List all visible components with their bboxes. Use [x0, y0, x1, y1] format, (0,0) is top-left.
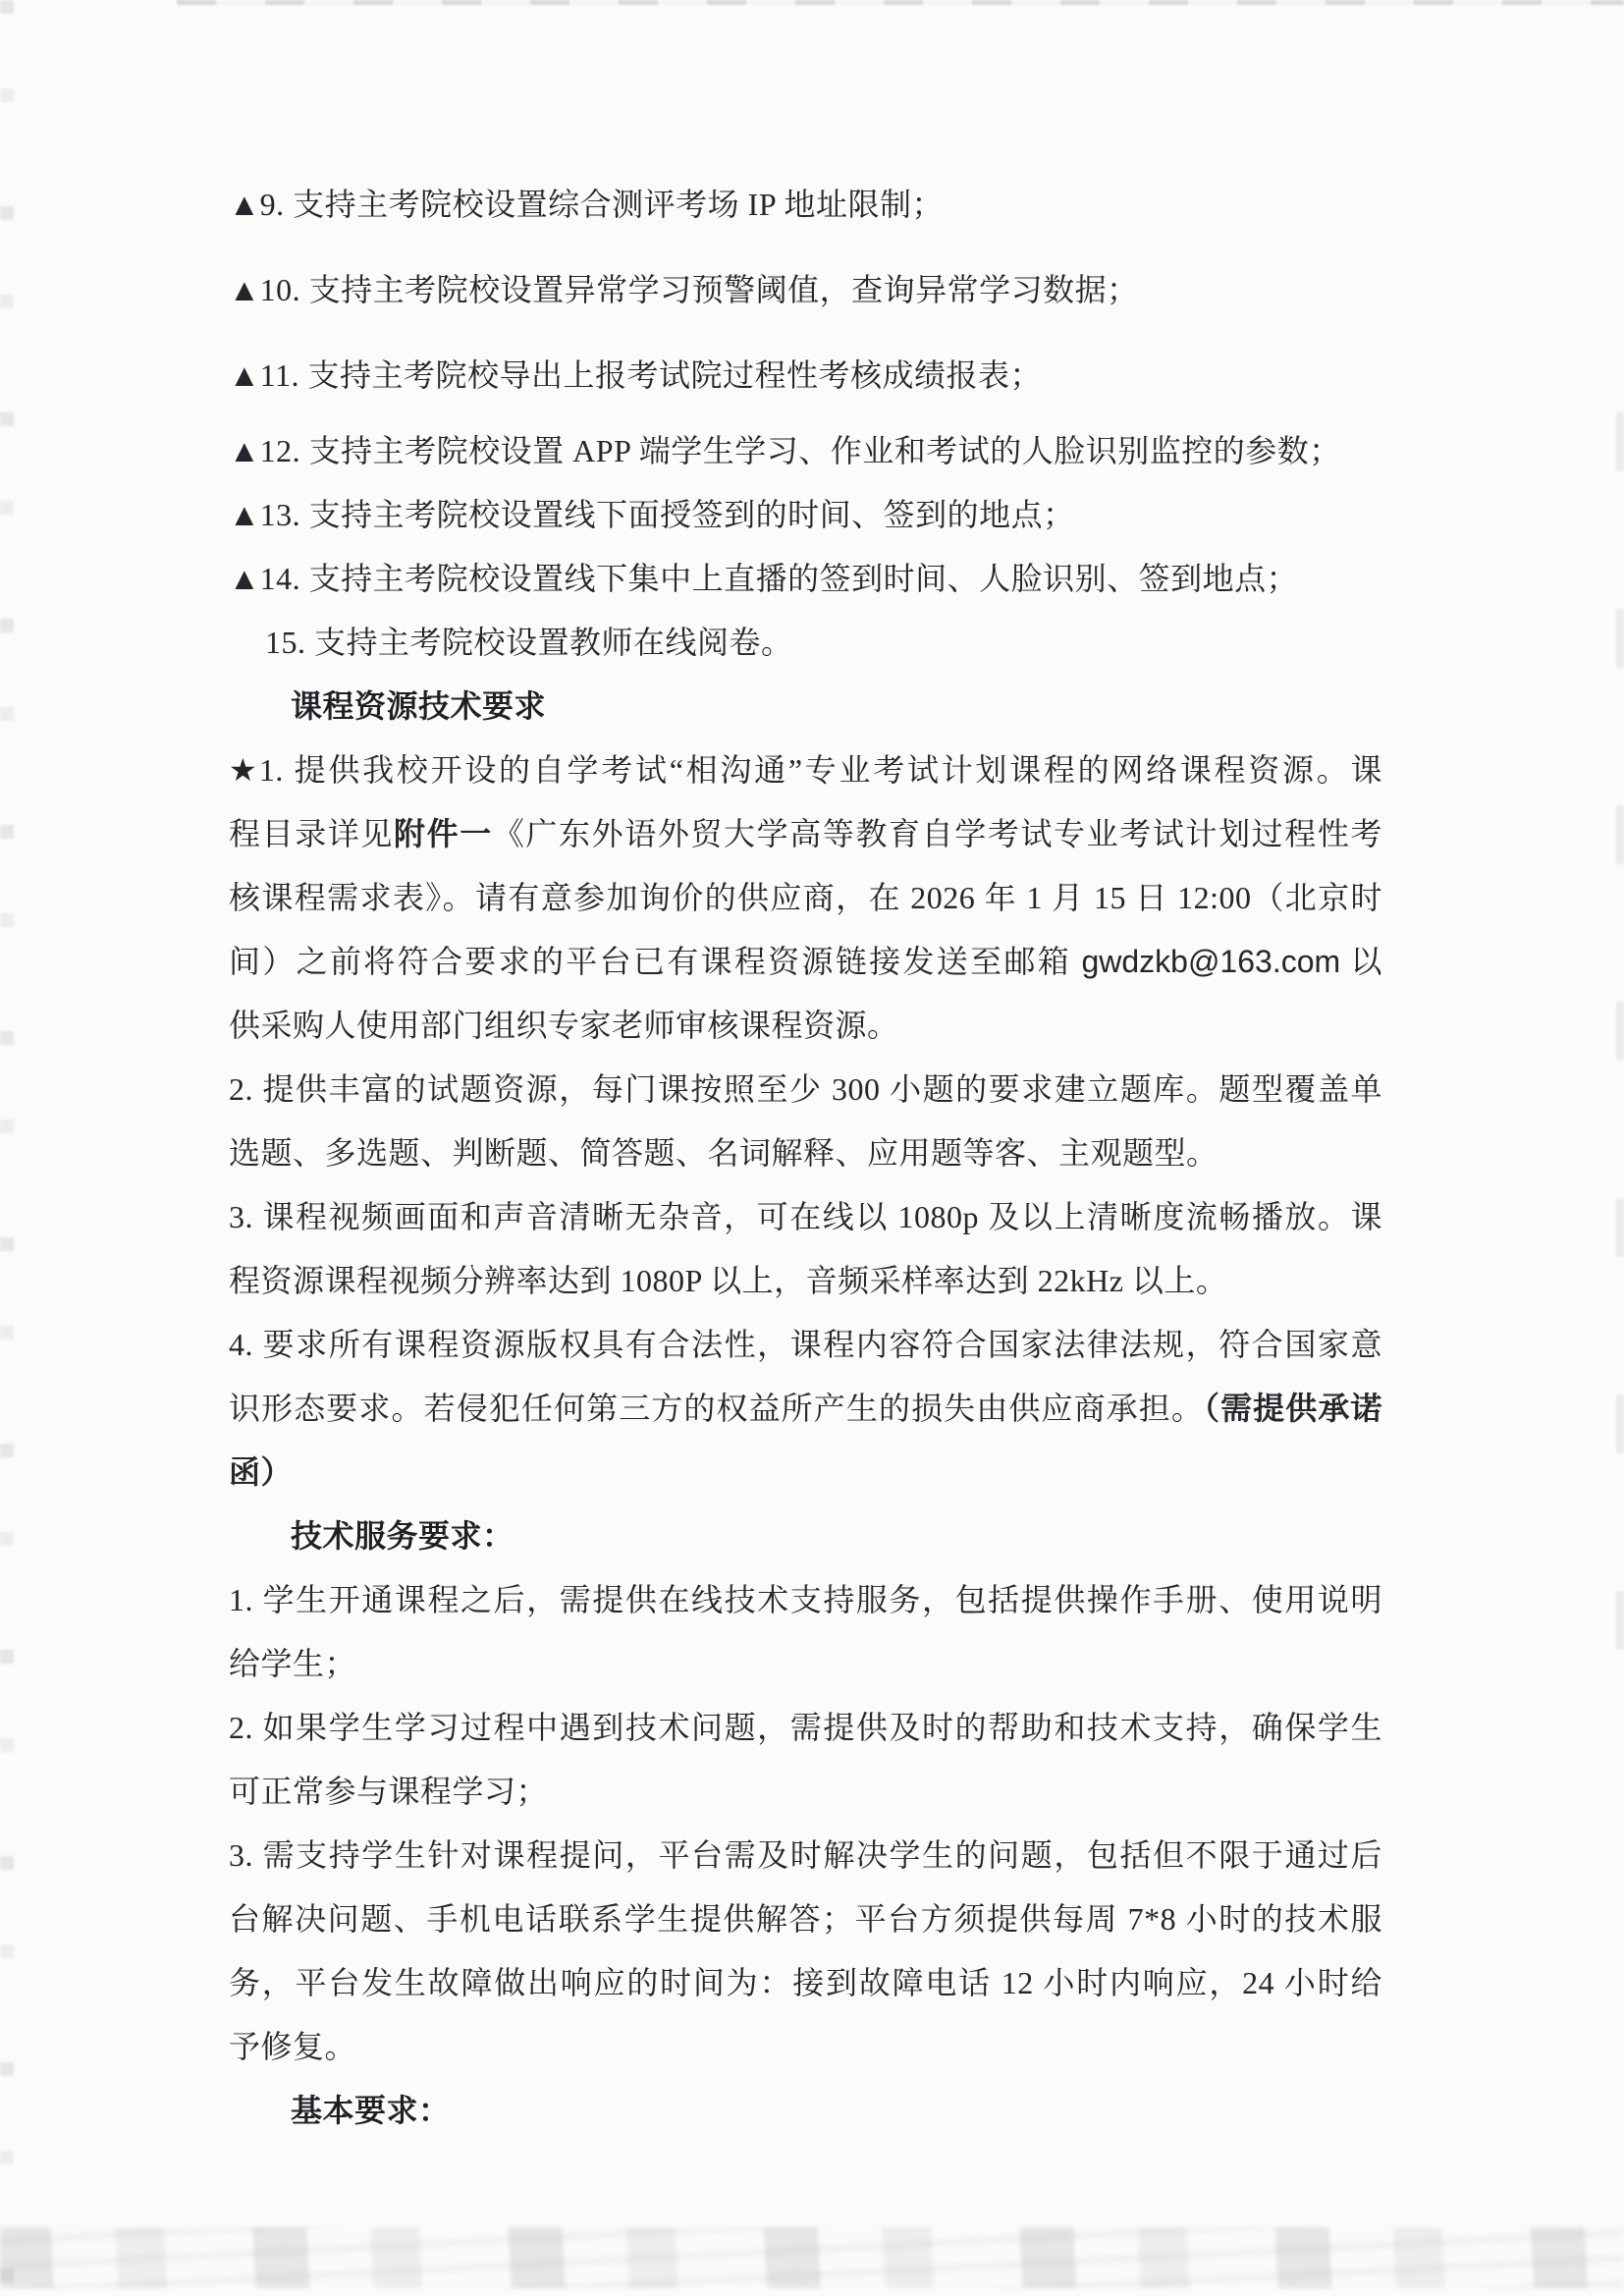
paragraph-line [229, 1058, 1382, 1121]
text-segment: 可正常参与课程学习； [229, 1774, 549, 1809]
paragraph-line [229, 866, 1382, 930]
text-segment: 10. 支持主考院校设置异常学习预警阈值，查询异常学习数据； [259, 272, 1139, 307]
section-heading [229, 2079, 1382, 2143]
text-segment: 选题、多选题、判断题、简答题、名词解释、应用题等客、主观题型。 [229, 1135, 1218, 1171]
key-requirement-item [229, 483, 1382, 547]
text-segment: 台解决问题、手机电话联系学生提供解答；平台方须提供每周 7*8 小时的技术服 [229, 1901, 1382, 1937]
paragraph-line [229, 994, 1382, 1058]
key-requirement-item [229, 173, 1382, 237]
text-segment: 1. 提供我校开设的自学考试“相沟通”专业考试计划课程的网络课程资源。课 [258, 752, 1382, 788]
paragraph-line [229, 1760, 1382, 1824]
text-segment: 2. 如果学生学习过程中遇到技术问题，需提供及时的帮助和技术支持，确保学生 [229, 1710, 1382, 1745]
email-text: gwdzkb@163.com [1081, 944, 1341, 979]
paragraph-line [229, 1441, 1382, 1504]
text-segment: 9. 支持主考院校设置综合测评考场 IP 地址限制； [259, 187, 944, 222]
text-segment: 程目录详见 [229, 816, 395, 851]
text-segment: 予修复。 [229, 2029, 357, 2064]
text-segment: 14. 支持主考院校设置线下集中上直播的签到时间、人脸识别、签到地点； [259, 561, 1299, 596]
key-requirement-item [229, 344, 1382, 408]
paragraph-line [229, 738, 1382, 802]
scan-artifact-top-edge [177, 0, 1624, 5]
text-segment: 程资源课程视频分辨率达到 1080P 以上，音频采样率达到 22kHz 以上。 [229, 1263, 1228, 1298]
key-requirement-item [229, 547, 1382, 611]
section-heading [229, 1504, 1382, 1568]
paragraph-line [229, 1121, 1382, 1185]
text-segment: 间）之前将符合要求的平台已有课程资源链接发送至邮箱 [229, 944, 1082, 979]
text-segment: 15. 支持主考院校设置教师在线阅卷。 [265, 625, 793, 660]
triangle-marker: ▲ [229, 272, 260, 307]
paragraph-line [229, 1632, 1382, 1696]
document-content [229, 173, 1382, 2143]
text-segment: 基本要求： [291, 2093, 451, 2128]
text-segment: 供采购人使用部门组织专家老师审核课程资源。 [229, 1008, 899, 1043]
text-segment: 1. 学生开通课程之后，需提供在线技术支持服务，包括提供操作手册、使用说明 [229, 1582, 1382, 1617]
paragraph-line [229, 930, 1382, 994]
text-segment: 给学生； [229, 1646, 357, 1681]
text-segment: 以 [1340, 944, 1382, 979]
text-segment: 核课程需求表》。请有意参加询价的供应商，在 2026 年 1 月 15 日 12:00（北京时 [229, 880, 1382, 915]
triangle-marker: ▲ [229, 187, 260, 222]
triangle-marker: ▲ [229, 561, 260, 596]
text-segment: （需提供承诺 [1203, 1391, 1382, 1426]
triangle-marker: ▲ [229, 497, 260, 532]
paragraph-line [229, 1313, 1382, 1377]
text-segment: 12. 支持主考院校设置 APP 端学生学习、作业和考试的人脸识别监控的参数； [259, 433, 1341, 468]
paragraph-line [229, 1824, 1382, 1887]
text-segment: 11. 支持主考院校导出上报考试院过程性考核成绩报表； [259, 357, 1042, 393]
text-segment: 务，平台发生故障做出响应的时间为：接到故障电话 12 小时内响应，24 小时给 [229, 1965, 1382, 2000]
paragraph-line [229, 1568, 1382, 1632]
text-segment: 2. 提供丰富的试题资源，每门课按照至少 300 小题的要求建立题库。题型覆盖单 [229, 1071, 1382, 1107]
key-requirement-item [229, 258, 1382, 322]
paragraph-line [229, 1696, 1382, 1760]
triangle-marker: ▲ [229, 433, 260, 468]
paragraph-line [229, 2015, 1382, 2079]
star-marker: ★ [229, 752, 259, 788]
text-segment: 函） [229, 1454, 294, 1490]
text-segment: 识形态要求。若侵犯任何第三方的权益所产生的损失由供应商承担。 [229, 1391, 1204, 1426]
paragraph-line [229, 1185, 1382, 1249]
scan-artifact-bottom-edge [0, 2227, 1624, 2288]
paragraph-line [229, 1887, 1382, 1951]
numbered-item [229, 611, 1382, 675]
scan-artifact-left-edge [0, 0, 14, 2296]
text-segment: 《广东外语外贸大学高等教育自学考试专业考试计划过程性考 [492, 816, 1382, 851]
text-segment: 3. 课程视频画面和声音清晰无杂音，可在线以 1080p 及以上清晰度流畅播放。课 [229, 1199, 1382, 1234]
text-segment: 3. 需支持学生针对课程提问，平台需及时解决学生的问题，包括但不限于通过后 [229, 1837, 1382, 1873]
paragraph-line [229, 802, 1382, 866]
paragraph-line [229, 1951, 1382, 2015]
key-requirement-item [229, 419, 1382, 483]
text-segment: 技术服务要求： [291, 1518, 514, 1554]
text-segment: 课程资源技术要求 [291, 688, 547, 724]
section-heading [229, 675, 1382, 738]
text-segment: 13. 支持主考院校设置线下面授签到的时间、签到的地点； [259, 497, 1075, 532]
scan-artifact-right-edge [1616, 412, 1624, 1689]
text-segment: 4. 要求所有课程资源版权具有合法性，课程内容符合国家法律法规，符合国家意 [229, 1327, 1382, 1362]
triangle-marker: ▲ [229, 357, 260, 393]
text-segment: 附件一 [394, 816, 493, 851]
paragraph-line [229, 1249, 1382, 1313]
paragraph-line [229, 1377, 1382, 1441]
